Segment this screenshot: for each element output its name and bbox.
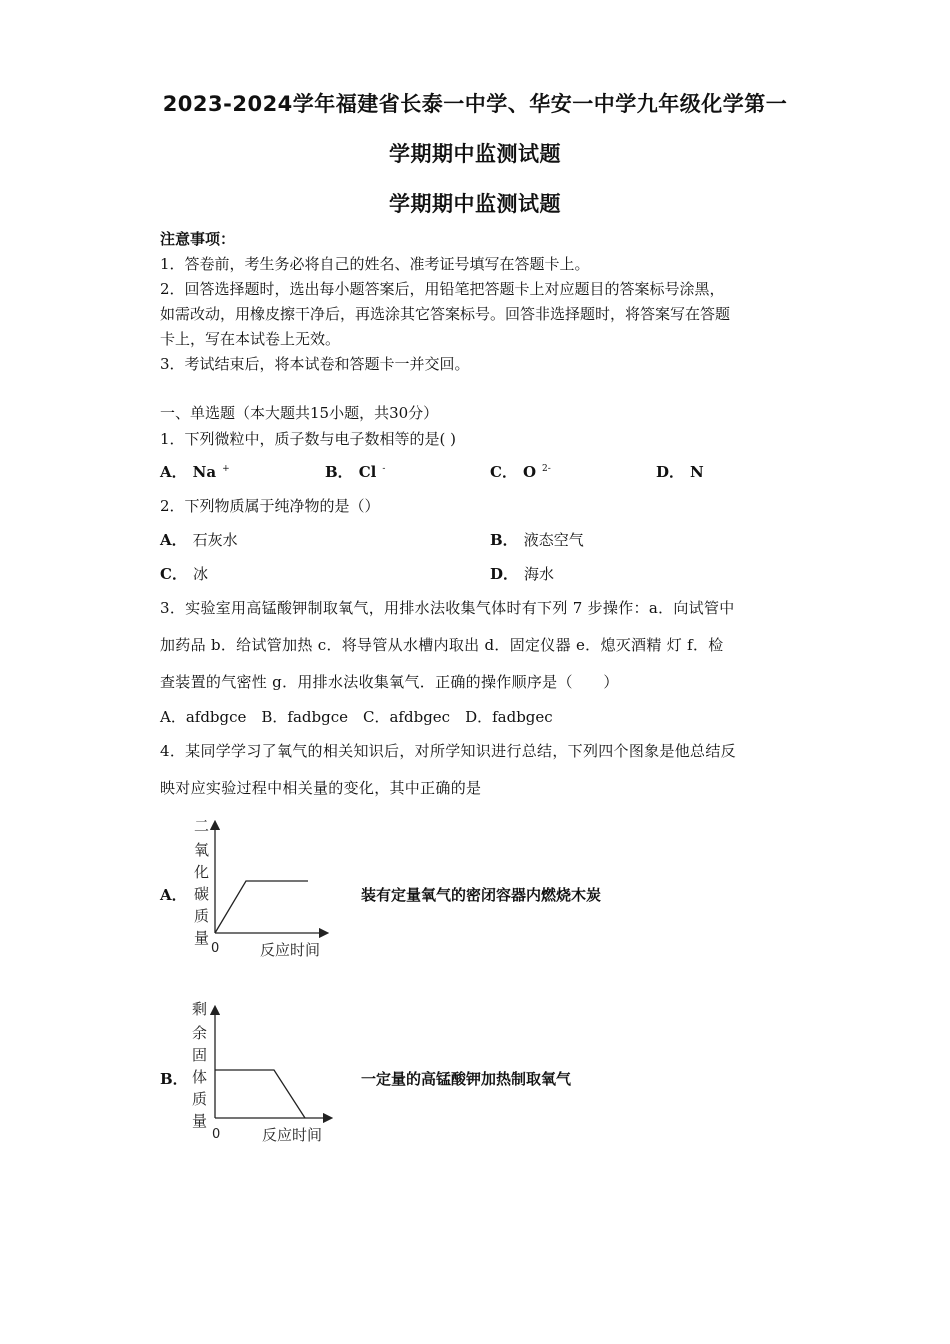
question-4-line1: 4．某同学学习了氧气的相关知识后，对所学知识进行总结，下列四个图象是他总结反 <box>160 742 736 760</box>
q1-option-a: A． Na + <box>160 463 230 481</box>
graph-a-ylabel-0: 二 <box>194 817 210 835</box>
graph-b-ylabel-5: 量 <box>192 1112 208 1130</box>
q4-option-a-label: A． <box>160 886 187 904</box>
notice-item-1: 1．答卷前，考生务必将自己的姓名、准考证号填写在答题卡上。 <box>160 255 590 273</box>
page-title-line1: 2023-2024学年福建省长泰一中学、华安一中学九年级化学第一 <box>162 92 788 116</box>
graph-a-origin: 0 <box>211 941 220 956</box>
graph-b-ylabel-2: 固 <box>192 1046 208 1064</box>
notice-item-2c: 卡上，写在本试卷上无效。 <box>160 330 341 348</box>
question-3-line1: 3．实验室用高锰酸钾制取氧气，用排水法收集气体时有下列 7 步操作：a．向试管中 <box>160 599 735 617</box>
graph-a-ylabel-4: 质 <box>194 907 210 925</box>
graph-b <box>188 998 338 1146</box>
question-1-stem: 1．下列微粒中，质子数与电子数相等的是( ) <box>160 430 457 448</box>
q4-option-b-label: B． <box>160 1070 188 1088</box>
question-3-line3: 查装置的气密性 g．用排水法收集氧气．正确的操作顺序是（ ） <box>160 673 619 691</box>
page-title-line2: 学期期中监测试题 <box>389 142 561 166</box>
q1-option-c: C． O $^{2-}$ <box>490 463 551 481</box>
q2-option-b: B． 液态空气 <box>490 531 584 549</box>
notice-heading: 注意事项： <box>160 230 236 248</box>
graph-b-curve <box>215 1070 305 1118</box>
graph-a-caption: 装有定量氧气的密闭容器内燃烧木炭 <box>361 886 602 904</box>
graph-a-xlabel: 反应时间 <box>260 941 321 959</box>
graph-a-ylabel-2: 化 <box>194 863 210 881</box>
question-3-line2: 加药品 b．给试管加热 c．将导管从水槽内取出 d．固定仪器 e．熄灭酒精 灯 f．检 <box>160 636 724 654</box>
graph-a-ylabel-1: 氧 <box>194 841 210 859</box>
question-2-stem: 2．下列物质属于纯净物的是（） <box>160 497 380 515</box>
graph-b-ylabel-0: 剩 <box>192 1000 208 1018</box>
graph-b-ylabel-4: 质 <box>192 1090 208 1108</box>
graph-b-ylabel-1: 余 <box>192 1024 208 1042</box>
graph-a <box>188 815 338 963</box>
graph-b-ylabel-3: 体 <box>192 1068 208 1086</box>
q1-option-b: B． Cl - <box>325 463 386 481</box>
q1-option-d: D． N <box>656 463 704 481</box>
q2-option-d: D． 海水 <box>490 565 555 583</box>
q2-option-a: A． 石灰水 <box>160 531 238 549</box>
page-title-line3: 学期期中监测试题 <box>389 192 561 216</box>
graph-a-ylabel-5: 量 <box>194 929 210 947</box>
question-4-line2: 映对应实验过程中相关量的变化，其中正确的是 <box>160 779 482 797</box>
graph-a-ylabel-3: 碳 <box>194 885 210 903</box>
graph-a-curve <box>215 881 308 933</box>
notice-item-3: 3．考试结束后，将本试卷和答题卡一并交回。 <box>160 355 470 373</box>
graph-b-caption: 一定量的高锰酸钾加热制取氧气 <box>361 1070 572 1088</box>
graph-b-origin: 0 <box>212 1127 221 1142</box>
q2-option-c: C． 冰 <box>160 565 208 583</box>
q3-options: A．afdbgce B．fadbgce C．afdbgec D．fadbgec <box>160 708 553 726</box>
section-heading: 一、单选题（本大题共15小题，共30分） <box>160 404 439 422</box>
notice-item-2b: 如需改动，用橡皮擦干净后，再选涂其它答案标号。回答非选择题时，将答案写在答题 <box>160 305 731 323</box>
graph-b-xlabel: 反应时间 <box>262 1126 323 1144</box>
notice-item-2a: 2．回答选择题时，选出每小题答案后，用铅笔把答题卡上对应题目的答案标号涂黑， <box>160 280 725 298</box>
